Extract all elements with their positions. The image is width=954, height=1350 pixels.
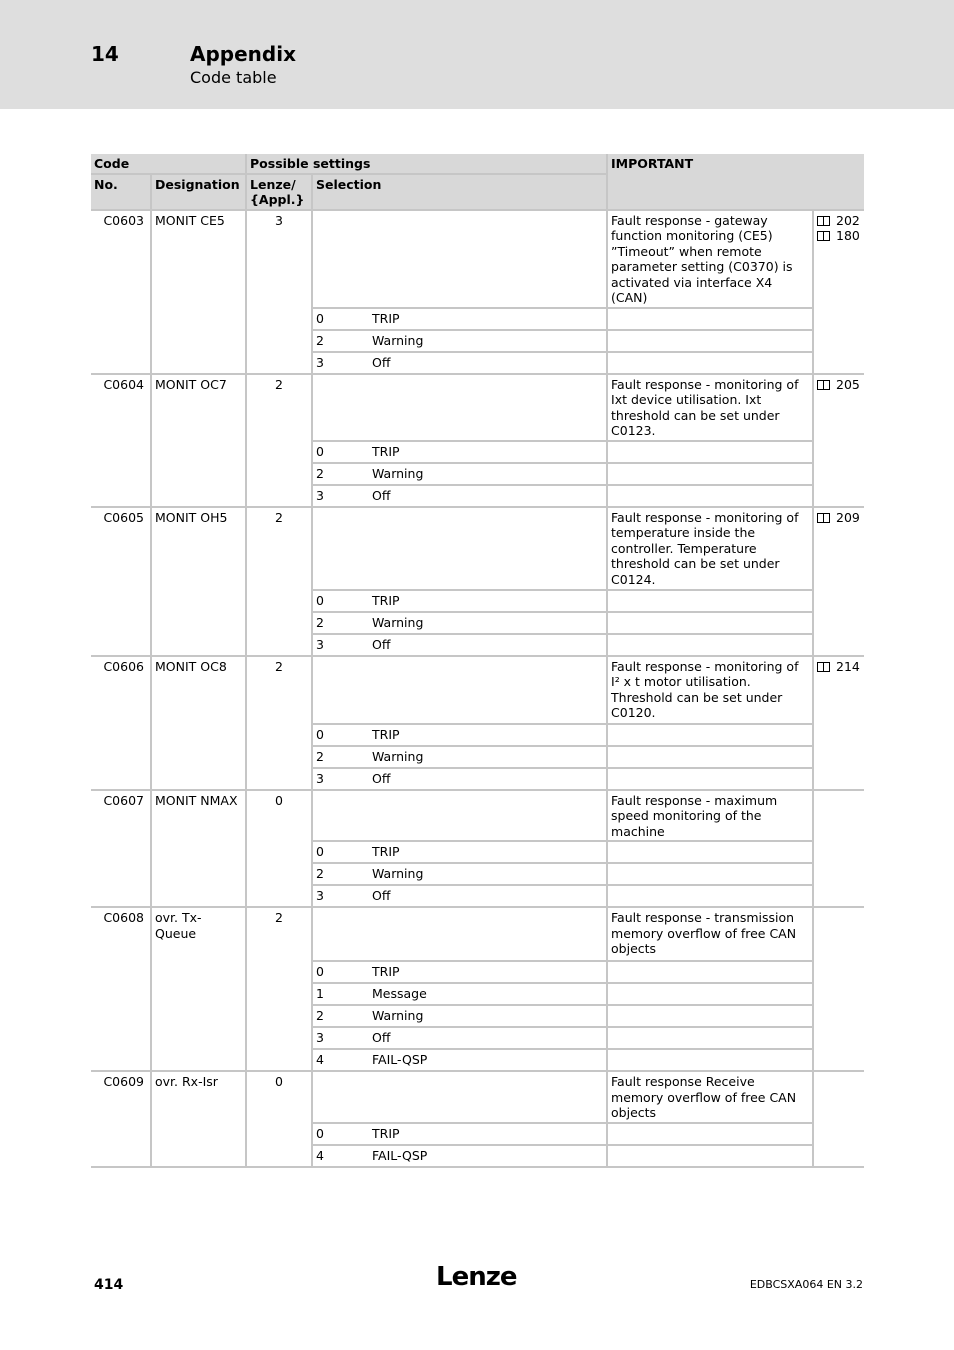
code-row bbox=[91, 507, 864, 590]
option-value: 3 bbox=[316, 770, 324, 786]
page-reference-number: 180 bbox=[836, 228, 860, 243]
option-value: 1 bbox=[316, 986, 324, 1001]
option-label: Warning bbox=[372, 748, 424, 764]
selection-option-content bbox=[316, 488, 603, 504]
selection-blank bbox=[312, 790, 607, 842]
selection-blank bbox=[312, 374, 607, 441]
selection-blank bbox=[312, 656, 607, 724]
important-blank bbox=[607, 463, 813, 485]
option-label: Off bbox=[372, 487, 391, 503]
important-blank bbox=[607, 330, 813, 352]
selection-option-content bbox=[316, 615, 603, 631]
option-value: 2 bbox=[316, 866, 324, 881]
option-label: TRIP bbox=[372, 726, 400, 742]
option-label: Off bbox=[372, 636, 391, 652]
header-important: IMPORTANT bbox=[607, 154, 864, 210]
selection-option-content bbox=[316, 1052, 603, 1068]
code-table bbox=[91, 154, 864, 1168]
page-references bbox=[813, 374, 864, 507]
selection-option bbox=[312, 961, 607, 983]
option-label: Warning bbox=[372, 465, 424, 481]
book-icon bbox=[817, 231, 830, 241]
option-label: Off bbox=[372, 888, 391, 903]
option-value: 4 bbox=[316, 1147, 324, 1163]
code-designation: MONIT OC7 bbox=[151, 374, 246, 507]
lenze-default: 0 bbox=[246, 1071, 312, 1167]
selection-option-content bbox=[316, 1008, 603, 1024]
selection-option bbox=[312, 612, 607, 634]
important-blank bbox=[607, 746, 813, 768]
lenze-default: 2 bbox=[246, 507, 312, 656]
important-text: Fault response - maximum speed monitoring of the machine bbox=[607, 790, 813, 842]
lenze-default: 2 bbox=[246, 374, 312, 507]
option-label: Off bbox=[372, 1030, 391, 1045]
important-text: Fault response - monitoring of temperature inside the controller. Temperature threshold can be set under C0124. bbox=[607, 507, 813, 590]
page-references bbox=[813, 656, 864, 790]
page-reference bbox=[817, 228, 861, 244]
code-designation: MONIT NMAX bbox=[151, 790, 246, 908]
important-blank bbox=[607, 352, 813, 374]
option-value: 2 bbox=[316, 332, 324, 348]
important-blank bbox=[607, 308, 813, 330]
selection-option bbox=[312, 863, 607, 885]
option-label: TRIP bbox=[372, 443, 400, 459]
option-label: TRIP bbox=[372, 964, 400, 979]
selection-blank bbox=[312, 1071, 607, 1123]
code-designation: MONIT OC8 bbox=[151, 656, 246, 790]
selection-option-content bbox=[316, 771, 603, 787]
selection-blank bbox=[312, 210, 607, 308]
code-number: C0606 bbox=[91, 656, 151, 790]
code-number: C0604 bbox=[91, 374, 151, 507]
selection-option-content bbox=[316, 637, 603, 653]
selection-option bbox=[312, 634, 607, 656]
selection-option-content bbox=[316, 888, 603, 904]
book-icon bbox=[817, 662, 830, 672]
important-text: Fault response Receive memory overflow of free CAN objects bbox=[607, 1071, 813, 1123]
code-designation: MONIT OH5 bbox=[151, 507, 246, 656]
document-id: EDBCSXA064 EN 3.2 bbox=[749, 1278, 863, 1291]
important-blank bbox=[607, 1145, 813, 1167]
option-label: FAIL-QSP bbox=[372, 1052, 428, 1067]
option-label: FAIL-QSP bbox=[372, 1147, 428, 1163]
code-table-body bbox=[91, 210, 864, 1168]
important-blank bbox=[607, 441, 813, 463]
code-designation: ovr. Rx-Isr bbox=[151, 1071, 246, 1167]
code-number: C0609 bbox=[91, 1071, 151, 1167]
option-value: 2 bbox=[316, 465, 324, 481]
selection-option-content bbox=[316, 1030, 603, 1046]
header-designation: Designation bbox=[151, 174, 246, 210]
selection-blank bbox=[312, 507, 607, 590]
option-label: TRIP bbox=[372, 844, 400, 859]
selection-option bbox=[312, 441, 607, 463]
page-references bbox=[813, 907, 864, 1071]
selection-option-content bbox=[316, 333, 603, 349]
selection-option bbox=[312, 885, 607, 907]
option-label: TRIP bbox=[372, 1125, 400, 1141]
code-row bbox=[91, 790, 864, 842]
selection-option-content bbox=[316, 727, 603, 743]
important-text: Fault response - transmission memory overflow of free CAN objects bbox=[607, 907, 813, 961]
important-text: Fault response - gateway function monitoring (CE5) ”Timeout” when remote parameter setting (C0370) is activated via interface X4 (CAN) bbox=[607, 210, 813, 308]
option-value: 0 bbox=[316, 310, 324, 326]
option-label: Warning bbox=[372, 1008, 424, 1023]
selection-option bbox=[312, 841, 607, 863]
page-reference bbox=[817, 510, 861, 526]
selection-option bbox=[312, 590, 607, 612]
selection-option-content bbox=[316, 964, 603, 980]
header-code: Code bbox=[91, 154, 246, 174]
code-designation: ovr. Tx-Queue bbox=[151, 907, 246, 1071]
important-blank bbox=[607, 1049, 813, 1071]
option-value: 2 bbox=[316, 748, 324, 764]
lenze-logo: Lenze bbox=[436, 1262, 517, 1292]
important-blank bbox=[607, 1027, 813, 1049]
code-designation: MONIT CE5 bbox=[151, 210, 246, 374]
selection-option bbox=[312, 485, 607, 507]
code-number: C0605 bbox=[91, 507, 151, 656]
selection-option bbox=[312, 768, 607, 790]
selection-blank bbox=[312, 907, 607, 961]
option-value: 3 bbox=[316, 354, 324, 370]
option-label: Warning bbox=[372, 332, 424, 348]
selection-option bbox=[312, 308, 607, 330]
selection-option bbox=[312, 746, 607, 768]
selection-option-content bbox=[316, 844, 603, 860]
selection-option-content bbox=[316, 1126, 603, 1142]
important-blank bbox=[607, 612, 813, 634]
page-reference bbox=[817, 659, 861, 675]
lenze-default: 2 bbox=[246, 907, 312, 1071]
option-value: 3 bbox=[316, 1030, 324, 1045]
table-bottom-rule bbox=[91, 1167, 864, 1168]
code-number: C0603 bbox=[91, 210, 151, 374]
selection-option-content bbox=[316, 1148, 603, 1164]
page-reference-number: 202 bbox=[836, 212, 860, 228]
selection-option bbox=[312, 1123, 607, 1145]
page-references bbox=[813, 210, 864, 374]
book-icon bbox=[817, 216, 830, 226]
option-value: 3 bbox=[316, 888, 324, 903]
code-row bbox=[91, 374, 864, 441]
book-icon bbox=[817, 380, 830, 390]
important-blank bbox=[607, 590, 813, 612]
option-label: Off bbox=[372, 770, 391, 786]
page-number: 414 bbox=[94, 1277, 124, 1293]
header-lenze bbox=[246, 174, 312, 210]
selection-option bbox=[312, 352, 607, 374]
page-reference-number: 209 bbox=[836, 509, 860, 525]
option-value: 0 bbox=[316, 1125, 324, 1141]
option-value: 2 bbox=[316, 1008, 324, 1023]
page-references bbox=[813, 790, 864, 908]
important-blank bbox=[607, 841, 813, 863]
option-value: 0 bbox=[316, 592, 324, 608]
selection-option bbox=[312, 1027, 607, 1049]
selection-option-content bbox=[316, 311, 603, 327]
table-bottom-line bbox=[91, 1167, 864, 1168]
code-number: C0608 bbox=[91, 907, 151, 1071]
selection-option bbox=[312, 983, 607, 1005]
selection-option bbox=[312, 1049, 607, 1071]
important-blank bbox=[607, 1005, 813, 1027]
book-icon bbox=[817, 513, 830, 523]
selection-option-content bbox=[316, 355, 603, 371]
page-reference-number: 205 bbox=[836, 376, 860, 392]
table-header-row-1 bbox=[91, 154, 864, 174]
selection-option-content bbox=[316, 593, 603, 609]
important-blank bbox=[607, 768, 813, 790]
option-label: Off bbox=[372, 354, 391, 370]
option-value: 0 bbox=[316, 964, 324, 979]
code-row bbox=[91, 1071, 864, 1123]
lenze-default: 3 bbox=[246, 210, 312, 374]
selection-option-content bbox=[316, 444, 603, 460]
option-value: 4 bbox=[316, 1052, 324, 1067]
selection-option bbox=[312, 1005, 607, 1027]
option-label: TRIP bbox=[372, 592, 400, 608]
header-lenze-line2: {Appl.} bbox=[250, 192, 305, 207]
important-blank bbox=[607, 961, 813, 983]
option-value: 0 bbox=[316, 726, 324, 742]
option-value: 2 bbox=[316, 614, 324, 630]
selection-option-content bbox=[316, 986, 603, 1002]
header-band bbox=[0, 0, 954, 109]
important-blank bbox=[607, 485, 813, 507]
option-value: 0 bbox=[316, 844, 324, 859]
code-row bbox=[91, 907, 864, 961]
code-row bbox=[91, 210, 864, 308]
option-label: Warning bbox=[372, 614, 424, 630]
selection-option bbox=[312, 724, 607, 746]
option-value: 3 bbox=[316, 487, 324, 503]
code-number: C0607 bbox=[91, 790, 151, 908]
chapter-title: Appendix bbox=[190, 42, 296, 66]
option-label: Message bbox=[372, 986, 427, 1001]
important-text: Fault response - monitoring of I² x t motor utilisation. Threshold can be set under C0120. bbox=[607, 656, 813, 724]
important-blank bbox=[607, 885, 813, 907]
lenze-default: 2 bbox=[246, 656, 312, 790]
important-blank bbox=[607, 724, 813, 746]
header-no: No. bbox=[91, 174, 151, 210]
selection-option bbox=[312, 463, 607, 485]
selection-option-content bbox=[316, 866, 603, 882]
header-selection: Selection bbox=[312, 174, 607, 210]
header-possible-settings: Possible settings bbox=[246, 154, 607, 174]
section-title: Code table bbox=[190, 68, 277, 87]
page-reference bbox=[817, 213, 861, 229]
selection-option bbox=[312, 1145, 607, 1167]
option-label: TRIP bbox=[372, 310, 400, 326]
selection-option-content bbox=[316, 466, 603, 482]
option-label: Warning bbox=[372, 866, 424, 881]
option-value: 0 bbox=[316, 443, 324, 459]
important-text: Fault response - monitoring of Ixt device utilisation. Ixt threshold can be set under C0123. bbox=[607, 374, 813, 441]
page-reference bbox=[817, 377, 861, 393]
important-blank bbox=[607, 1123, 813, 1145]
page-references bbox=[813, 1071, 864, 1167]
header-lenze-line1: Lenze/ bbox=[250, 176, 296, 192]
option-value: 3 bbox=[316, 636, 324, 652]
important-blank bbox=[607, 634, 813, 656]
code-row bbox=[91, 656, 864, 724]
important-blank bbox=[607, 983, 813, 1005]
important-blank bbox=[607, 863, 813, 885]
page-reference-number: 214 bbox=[836, 658, 860, 674]
page-references bbox=[813, 507, 864, 656]
lenze-default: 0 bbox=[246, 790, 312, 908]
selection-option bbox=[312, 330, 607, 352]
chapter-number: 14 bbox=[91, 42, 119, 66]
selection-option-content bbox=[316, 749, 603, 765]
